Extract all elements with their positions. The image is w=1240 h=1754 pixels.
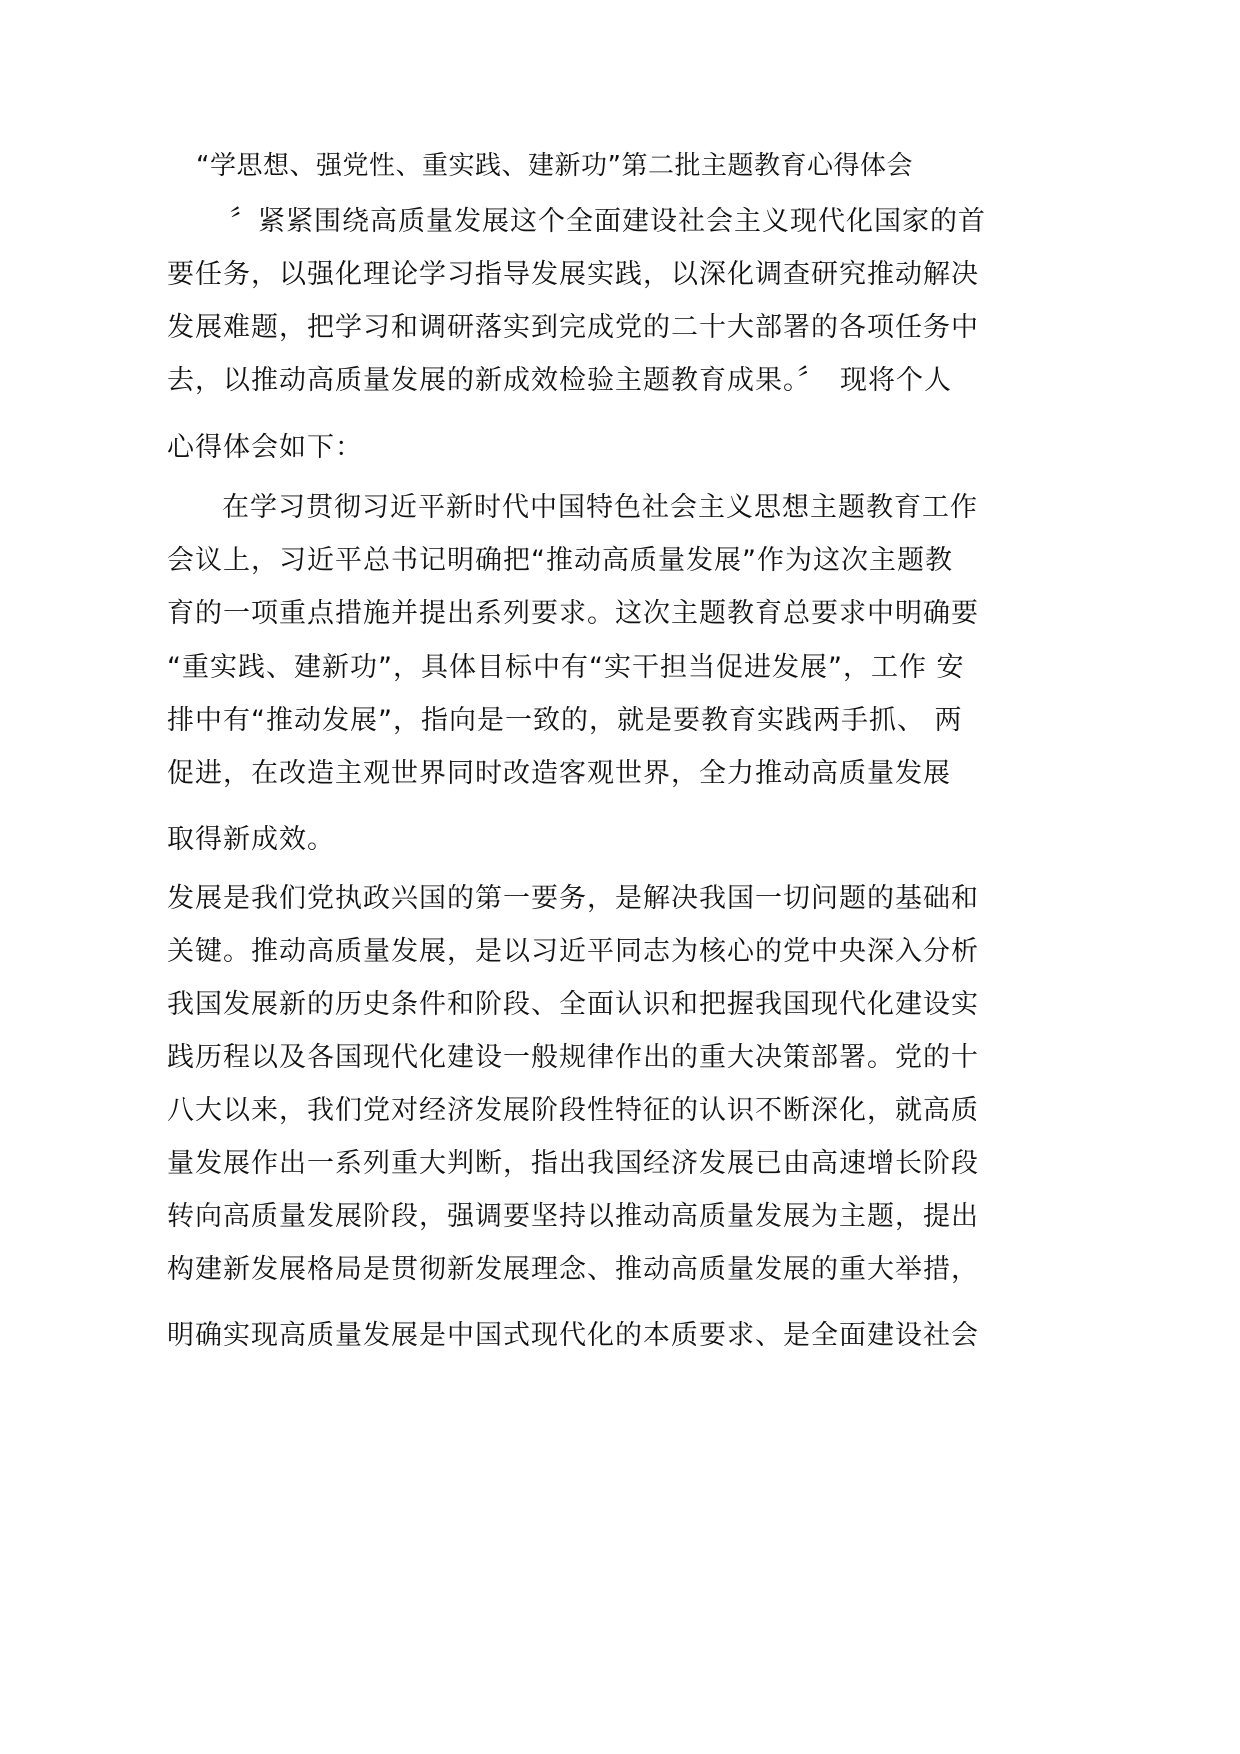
paragraph-2-line-2: 会议上，习近平总书记明确把“推动高质量发展”作为这次主题教 <box>167 545 953 576</box>
paragraph-1-line-3: 发展难题，把学习和调研落实到完成党的二十大部署的各项任务中 <box>167 312 979 343</box>
paragraph-2-line-5: 排中有“推动发展”，指向是一致的，就是要教育实践两手抓、 两 <box>167 705 963 736</box>
paragraph-3-line-3: 我国发展新的历史条件和阶段、全面认识和把握我国现代化建设实 <box>167 989 979 1020</box>
paragraph-3-line-9: 明确实现高质量发展是中国式现代化的本质要求、是全面建设社会 <box>167 1320 979 1351</box>
paragraph-3-line-1: 发展是我们党执政兴国的第一要务，是解决我国一切问题的基础和 <box>167 883 979 914</box>
paragraph-3-line-2: 关键。推动高质量发展，是以习近平同志为核心的党中央深入分析 <box>167 936 979 967</box>
paragraph-3-line-7: 转向高质量发展阶段，强调要坚持以推动高质量发展为主题，提出 <box>167 1201 979 1232</box>
paragraph-2-line-4: “重实践、建新功”，具体目标中有“实干担当促进发展”，工作 安 <box>167 652 965 683</box>
paragraph-2-line-1: 在学习贯彻习近平新时代中国特色社会主义思想主题教育工作 <box>222 492 978 523</box>
paragraph-1-line-2: 要任务，以强化理论学习指导发展实践，以深化调查研究推动解决 <box>167 259 979 290</box>
paragraph-3-line-5: 八大以来，我们党对经济发展阶段性特征的认识不断深化，就高质 <box>167 1095 979 1126</box>
paragraph-3-line-8: 构建新发展格局是贯彻新发展理念、推动高质量发展的重大举措， <box>167 1254 979 1285</box>
paragraph-1-line-1: 〞紧紧围绕高质量发展这个全面建设社会主义现代化国家的首 <box>230 206 986 237</box>
document-title: “学思想、强党性、重实践、建新功”第二批主题教育心得体会 <box>196 151 913 181</box>
paragraph-2-line-3: 育的一项重点措施并提出系列要求。这次主题教育总要求中明确要 <box>167 598 979 629</box>
paragraph-3-line-4: 践历程以及各国现代化建设一般规律作出的重大决策部署。党的十 <box>167 1042 979 1073</box>
paragraph-2-line-6: 促进，在改造主观世界同时改造客观世界，全力推动高质量发展 <box>167 758 951 789</box>
paragraph-1-line-5: 心得体会如下： <box>167 432 363 463</box>
paragraph-2-line-7: 取得新成效。 <box>167 824 335 855</box>
paragraph-3-line-6: 量发展作出一系列重大判断，指出我国经济发展已由高速增长阶段 <box>167 1148 979 1179</box>
paragraph-1-line-4: 去，以推动高质量发展的新成效检验主题教育成果。〞 现将个人 <box>167 365 952 396</box>
